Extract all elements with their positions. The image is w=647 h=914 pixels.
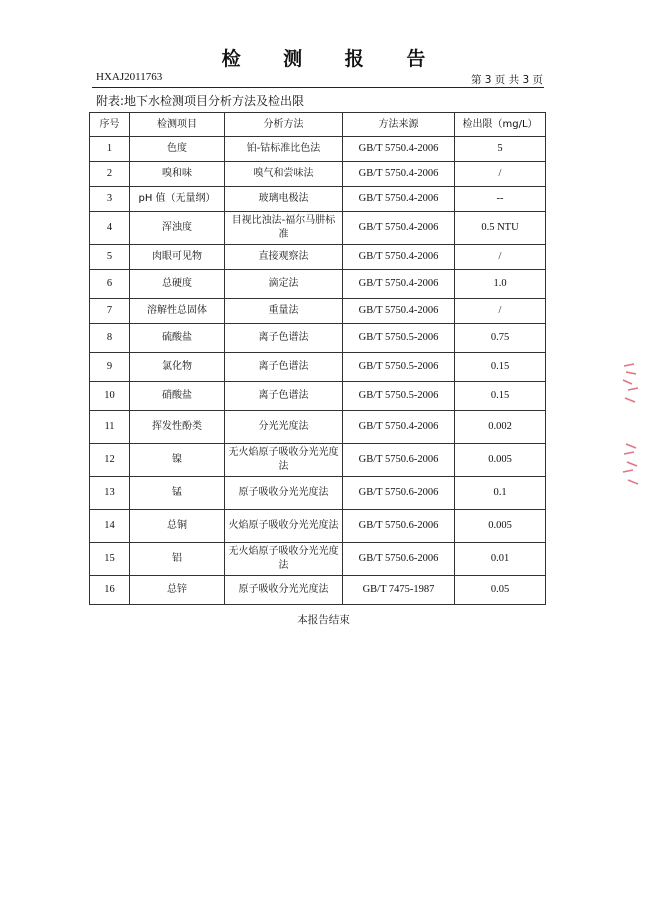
cell-limit: 0.1 [455, 477, 546, 510]
cell-source: GB/T 5750.6-2006 [343, 543, 455, 576]
cell-no: 10 [90, 382, 130, 411]
report-number: HXAJ2011763 [96, 71, 163, 83]
cell-limit: 0.15 [455, 353, 546, 382]
table-row [90, 543, 546, 576]
cell-item: 嗅和味 [130, 162, 225, 187]
table-row [90, 382, 546, 411]
cell-source: GB/T 5750.4-2006 [343, 212, 455, 245]
cell-limit: / [455, 299, 546, 324]
cell-no: 16 [90, 576, 130, 605]
cell-item: 挥发性酚类 [130, 411, 225, 444]
cell-item: 总硬度 [130, 270, 225, 299]
cell-source: GB/T 5750.4-2006 [343, 411, 455, 444]
cell-method: 分光光度法 [225, 411, 343, 444]
cell-source: GB/T 5750.4-2006 [343, 270, 455, 299]
cell-item: 总锌 [130, 576, 225, 605]
report-end-note: 本报告结束 [297, 614, 350, 626]
table-row [90, 324, 546, 353]
table-row [90, 162, 546, 187]
cell-source: GB/T 5750.4-2006 [343, 187, 455, 212]
cell-limit: 0.005 [455, 510, 546, 543]
cell-limit: 1.0 [455, 270, 546, 299]
cell-no: 12 [90, 444, 130, 477]
cell-method: 火焰原子吸收分光光度法 [225, 510, 343, 543]
cell-item: 肉眼可见物 [130, 245, 225, 270]
cell-no: 6 [90, 270, 130, 299]
col-header-item: 检测项目 [130, 113, 225, 137]
cell-method: 离子色谱法 [225, 382, 343, 411]
cell-method: 滴定法 [225, 270, 343, 299]
table-row [90, 245, 546, 270]
header-rule [92, 87, 544, 88]
col-header-source: 方法来源 [343, 113, 455, 137]
report-title: 检 测 报 告 [221, 48, 444, 70]
cell-limit: 0.5 NTU [455, 212, 546, 245]
cell-source: GB/T 5750.5-2006 [343, 382, 455, 411]
cell-source: GB/T 5750.6-2006 [343, 510, 455, 543]
table-row [90, 299, 546, 324]
cell-source: GB/T 5750.6-2006 [343, 444, 455, 477]
cell-method: 无火焰原子吸收分光光度法 [225, 444, 343, 477]
cell-source: GB/T 5750.4-2006 [343, 137, 455, 162]
table-row [90, 411, 546, 444]
cell-no: 13 [90, 477, 130, 510]
cell-limit: 0.15 [455, 382, 546, 411]
cell-method: 玻璃电极法 [225, 187, 343, 212]
cell-item: 氯化物 [130, 353, 225, 382]
table-row [90, 212, 546, 245]
cell-method: 目视比浊法-福尔马肼标准 [225, 212, 343, 245]
cell-method: 离子色谱法 [225, 324, 343, 353]
col-header-method: 分析方法 [225, 113, 343, 137]
cell-item: 浑浊度 [130, 212, 225, 245]
results-table [89, 112, 546, 605]
cell-no: 5 [90, 245, 130, 270]
cell-method: 原子吸收分光光度法 [225, 576, 343, 605]
table-row [90, 576, 546, 605]
cell-method: 无火焰原子吸收分光光度法 [225, 543, 343, 576]
cell-method: 重量法 [225, 299, 343, 324]
col-header-limit: 检出限（mg/L） [455, 113, 546, 137]
cell-method: 离子色谱法 [225, 353, 343, 382]
page-indicator: 第 3 页 共 3 页 [470, 74, 543, 86]
cell-item: pH 值（无量纲） [130, 187, 225, 212]
cell-no: 1 [90, 137, 130, 162]
table-row [90, 353, 546, 382]
table-row [90, 510, 546, 543]
cell-limit: / [455, 162, 546, 187]
cell-limit: 0.002 [455, 411, 546, 444]
cell-limit: -- [455, 187, 546, 212]
cell-no: 3 [90, 187, 130, 212]
cell-item: 总铜 [130, 510, 225, 543]
cell-item: 锰 [130, 477, 225, 510]
table-row [90, 444, 546, 477]
cell-no: 7 [90, 299, 130, 324]
table-row [90, 187, 546, 212]
cell-method: 嗅气和尝味法 [225, 162, 343, 187]
cell-no: 15 [90, 543, 130, 576]
table-caption: 附表:地下水检测项目分析方法及检出限 [96, 94, 305, 108]
cell-item: 溶解性总固体 [130, 299, 225, 324]
col-header-no: 序号 [90, 113, 130, 137]
cell-limit: 0.05 [455, 576, 546, 605]
cell-method: 直接观察法 [225, 245, 343, 270]
table-row [90, 270, 546, 299]
cell-no: 8 [90, 324, 130, 353]
table-row [90, 477, 546, 510]
cell-limit: 0.005 [455, 444, 546, 477]
cell-item: 硫酸盐 [130, 324, 225, 353]
cell-no: 2 [90, 162, 130, 187]
cell-limit: 0.75 [455, 324, 546, 353]
cell-item: 色度 [130, 137, 225, 162]
cell-source: GB/T 5750.4-2006 [343, 299, 455, 324]
table-header-row [90, 113, 546, 137]
cell-item: 硝酸盐 [130, 382, 225, 411]
cell-source: GB/T 5750.6-2006 [343, 477, 455, 510]
cell-limit: 5 [455, 137, 546, 162]
cell-source: GB/T 5750.4-2006 [343, 162, 455, 187]
cell-no: 11 [90, 411, 130, 444]
table-row [90, 137, 546, 162]
cell-limit: / [455, 245, 546, 270]
cell-item: 铝 [130, 543, 225, 576]
cell-source: GB/T 7475-1987 [343, 576, 455, 605]
seal-fragment-upper [620, 360, 642, 410]
cell-source: GB/T 5750.5-2006 [343, 353, 455, 382]
cell-limit: 0.01 [455, 543, 546, 576]
cell-no: 9 [90, 353, 130, 382]
cell-no: 14 [90, 510, 130, 543]
seal-fragment-lower [620, 440, 642, 490]
cell-no: 4 [90, 212, 130, 245]
cell-source: GB/T 5750.4-2006 [343, 245, 455, 270]
cell-method: 原子吸收分光光度法 [225, 477, 343, 510]
cell-source: GB/T 5750.5-2006 [343, 324, 455, 353]
cell-item: 镍 [130, 444, 225, 477]
cell-method: 铂-钴标准比色法 [225, 137, 343, 162]
